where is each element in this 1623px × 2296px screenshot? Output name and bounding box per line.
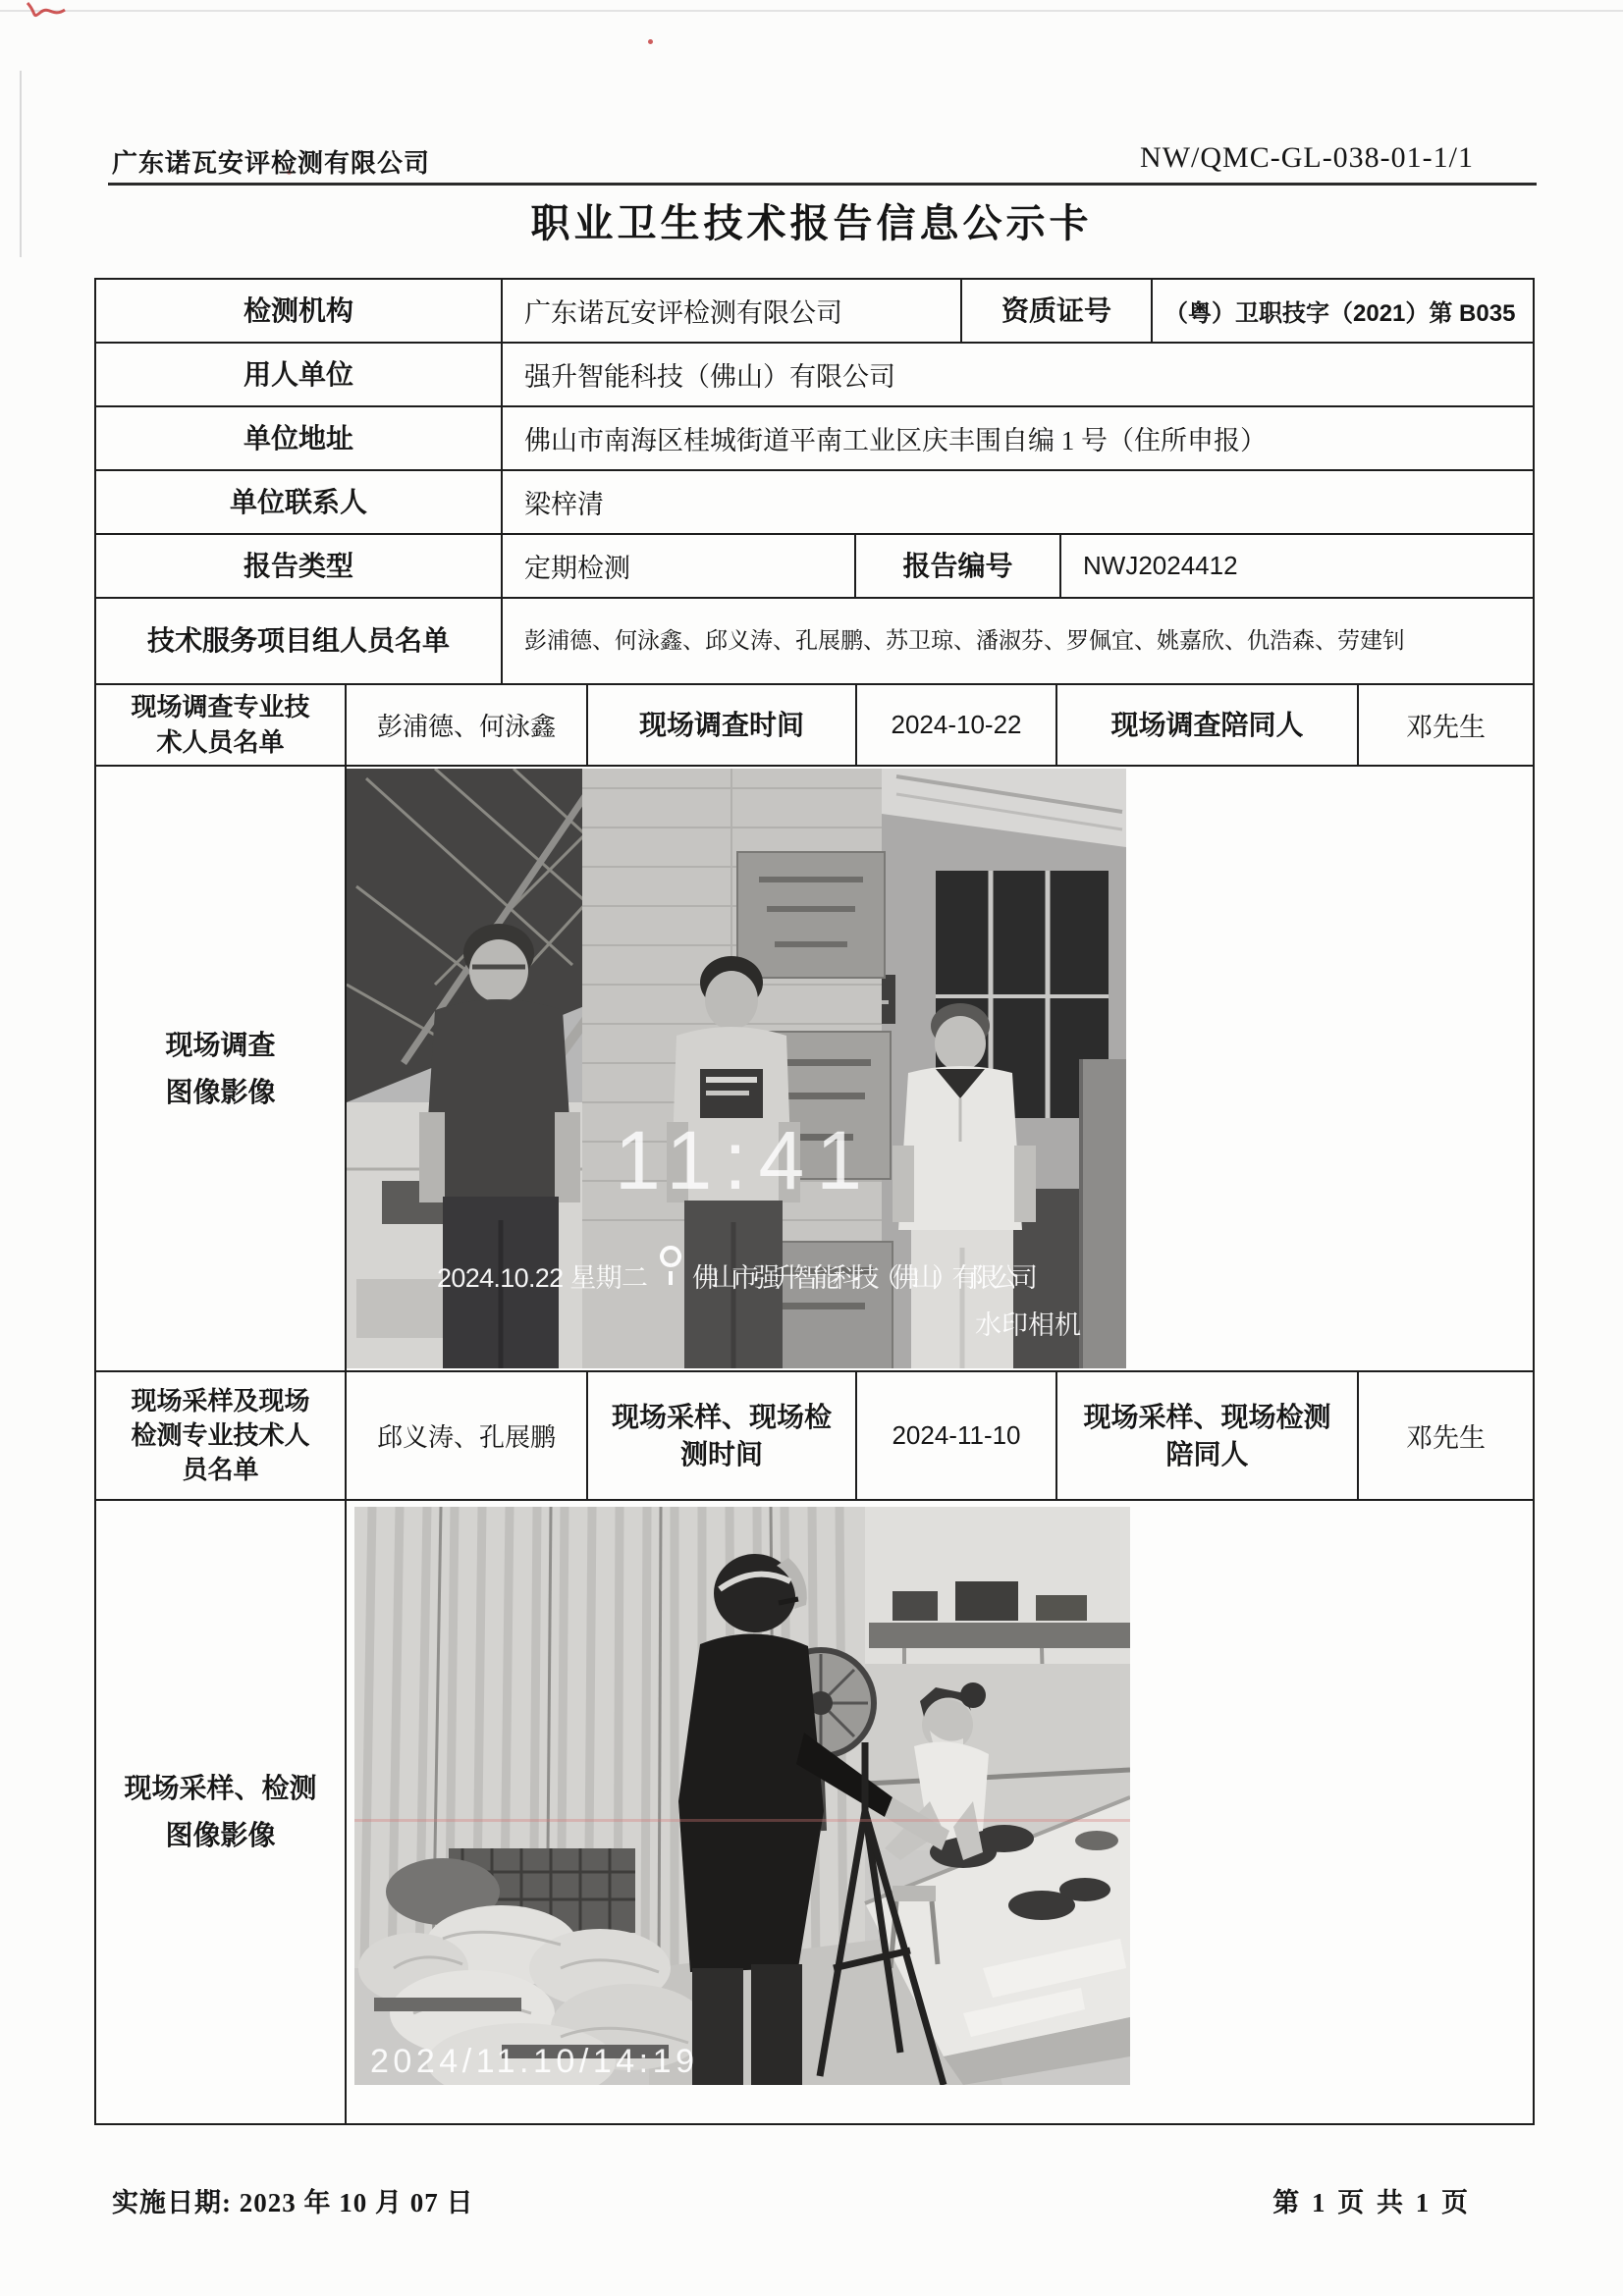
address-label: 单位地址 [96,407,503,469]
cert-no-value: （粤）卫职技字（2021）第 B035 [1164,300,1516,327]
footer-page-number: 第 1 页 共 1 页 [1272,2188,1471,2217]
contact-label: 单位联系人 [96,471,503,533]
watermark-app-name: 水印相机 [975,1310,1081,1340]
row-survey-staff [96,685,1533,767]
row-sampling-staff [96,1372,1533,1501]
row-contact [96,471,1533,535]
sampling-escort-label: 现场采样、现场检测陪同人 [1057,1372,1359,1499]
sampling-staff-label: 现场采样及现场检测专业技术人员名单 [96,1372,347,1499]
survey-site-photo [347,769,1126,1368]
survey-staff-value: 彭浦德、何泳鑫 [347,685,588,765]
sampling-time-value: 2024-11-10 [857,1372,1057,1499]
report-type-value: 定期检测 [503,535,856,597]
report-no-value: NWJ2024412 [1083,551,1238,580]
survey-photo-cell [347,767,1533,1370]
row-detection-org [96,280,1533,344]
photo-timestamp: 2024/11.10/14:19 [370,2043,694,2080]
service-team-label: 技术服务项目组人员名单 [96,599,503,683]
employer-value: 强升智能科技（佛山）有限公司 [524,362,895,392]
survey-staff-label: 现场调查专业技术人员名单 [96,685,347,765]
address-value: 佛山市南海区桂城街道平南工业区庆丰围自编 1 号（住所申报） [524,426,1267,455]
page-title: 职业卫生技术报告信息公示卡 [530,201,1093,245]
detection-org-value: 广东诺瓦安评检测有限公司 [503,280,962,342]
row-service-team [96,599,1533,685]
sampling-staff-value: 邱义涛、孔展鹏 [347,1372,588,1499]
photo-caption-date: 2024.10.22 星期二 [437,1263,648,1293]
row-sampling-photo [96,1501,1533,2123]
sampling-site-photo [354,1507,1130,2085]
report-type-label: 报告类型 [96,535,503,597]
service-team-value: 彭浦德、何泳鑫、邱义涛、孔展鹏、苏卫琼、潘淑芬、罗佩宜、姚嘉欣、仇浩森、劳建钊 [524,628,1405,654]
cert-no-label: 资质证号 [962,280,1153,342]
detection-org-label: 检测机构 [96,280,503,342]
row-survey-photo [96,767,1533,1372]
survey-time-value: 2024-10-22 [857,685,1057,765]
door-panel [1081,1059,1126,1368]
survey-escort-value: 邓先生 [1406,713,1486,742]
scan-artifact-top-line [0,10,1623,12]
footer-implementation-date: 实施日期: 2023 年 10 月 07 日 [112,2188,474,2217]
sampling-photo-label: 现场采样、检测图像影像 [96,1501,347,2123]
scan-artifact-pink-line [354,1819,1130,1822]
photo-caption-company: 佛山市·强升智能科技（佛山）有限公司 [692,1263,1038,1293]
scan-artifact-red-mark [24,0,69,27]
survey-photo-label: 现场调查图像影像 [96,767,347,1370]
report-no-label: 报告编号 [856,535,1061,597]
header-company-name: 广东诺瓦安评检测有限公司 [112,148,431,178]
sampling-escort-value: 邓先生 [1406,1423,1486,1453]
survey-escort-label: 现场调查陪同人 [1057,685,1359,765]
contact-value: 梁梓清 [524,490,604,519]
row-address [96,407,1533,471]
sampling-photo-cell [347,1501,1533,2123]
employer-label: 用人单位 [96,344,503,405]
sampling-time-label: 现场采样、现场检测时间 [588,1372,857,1499]
row-report-type [96,535,1533,599]
header-rule [108,183,1537,186]
row-employer [96,344,1533,407]
survey-time-label: 现场调查时间 [588,685,857,765]
stool [893,1886,936,1901]
report-info-table [94,278,1535,2125]
scan-artifact-red-dot [648,39,653,44]
header-doc-code: NW/QMC-GL-038-01-1/1 [1140,141,1474,174]
photo-big-time: 11:41 [615,1114,874,1206]
